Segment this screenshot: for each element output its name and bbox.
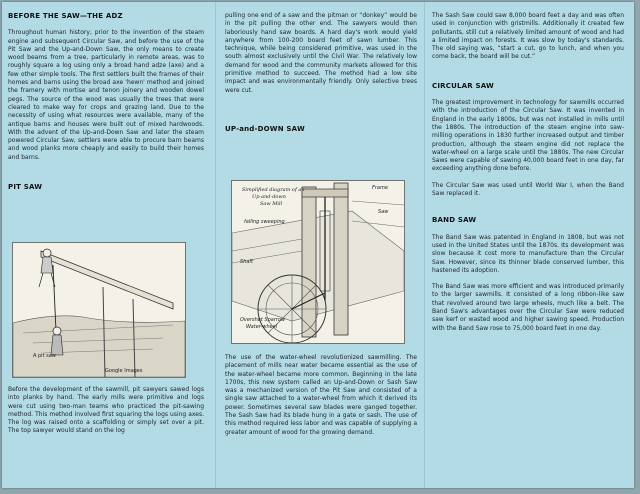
sash-saw-paragraph: The Sash Saw could saw 8,000 board feet a day and was often used in conjunction with gristmills. Additionally it created few pollutants, still cut a relatively limited amount of wood and had a limited impact on forests. It was slow by today's standards. The old saying was, “start a cut, go to lunch, and when you come back, the board will be cut.” [432,12,624,61]
pit-saw-continued-paragraph: pulling one end of a saw and the pitman or “donkey” would be in the pit pulling the other end. The sawyers would then laboriously hand saw boards. A hard day's work would yield anywhere from 100-200 board feet of sawn lumber. This technique, while being considered primitive, was used in the south almost exclusively until the Civil War. The relatively low demand for wood and the community markets allowed for this primitive method to succeed. The method had a low site impact and was environmentally friendly. Only selective trees were cut. [225,12,417,94]
adz-paragraph: Throughout human history, prior to the invention of the steam engine and subsequent Circular Saw, and before the use of the Pit Saw and the Up-and-Down Saw, the only means to create wood beams from a tree, particularly in remote areas, was to roughly square a log using only a broad hand adze (axe) and a few other simple tools. The first settlers built the frames of their homes and barns using the broad axe 'hewn' method and joined the framery with mortise and tenon joinery and wooden dowel pegs. The source of the wood was usually the trees that were cleared to make way for crops and grazing land. Due to the necessity of using what resources were available, many of the antique barns and houses were built out of mixed hardwoods. With the advent of the Up-and-Down Saw and later the steam powered Circular Saw, settlers were able to procure barn beams and wood planks more cheaply and easily to build their homes and barns. [8,29,204,161]
fold-line-right [424,2,425,488]
sawmill-label-shaft: Shaft [240,259,254,265]
heading-pit-saw: PIT SAW [8,183,43,192]
sawmill-title-line-2: Up-and-down [252,194,286,200]
column-right [432,12,624,333]
waterwheel-line-1: Overshot Sparrow [240,317,286,323]
pit-saw-illustration [12,242,186,378]
sawmill-title-line-1: Simplified diagram of an [242,187,305,193]
band-saw-paragraph-2: The Band Saw was more efficient and was introduced primarily to the larger sawmills. It consisted of a long ribbon-like saw that revolved around two large wheels, much like a belt. The Band Saw's advantages over the Circular Saw were reduced saw kerf or wasted wood and higher sawing speed. Production with the Band Saw rose to 75,000 board feet in one day. [432,283,624,332]
column-left-lower [8,386,204,436]
heading-before-the-saw: BEFORE THE SAW—THE ADZ [8,12,123,20]
sawmill-label-waterwheel [240,317,285,331]
brochure-page [2,2,634,488]
column-left [8,12,204,200]
pit-saw-image-credit: Google Images [105,368,143,374]
band-saw-paragraph-1: The Band Saw was patented in England in 1808, but was not used in the United States until the 1870s. Its development was slow because it cost more to manufacture than the Circular Saw. However, since its thinner blade conserved lumber, this hastened its adoption. [432,233,624,274]
sawmill-diagram-title [242,187,305,208]
fold-line-left [215,2,216,488]
sawmill-title-line-3: Saw Mill [260,201,283,207]
circular-saw-paragraph: The greatest improvement in technology for sawmills occurred with the introduction of the Circular Saw. It was invented in England in the early 1800s, but was not installed in mills until the 1880s. The introduction of the steam engine into saw-milling operations in 1830 further increased output and timber production, although the steam engine did not replace the water-wheel on a large scale until the 1880s. The new Circular Saws were capable of sawing 40,000 board feet in one day, far exceeding anything done before. [432,99,624,173]
sawmill-label-frame: Frame [372,185,388,191]
water-wheel-paragraph: The use of the water-wheel revolutionized sawmilling. The placement of mills near water became essential as the use of the water-wheel became more common. Beginning in the late 1700s, this new system called an Up-and-Down or Sash Saw was a mechanized version of the Pit Saw and consisted of a single saw attached to a water-wheel from which it derived its power. Sometimes several saw blades were ganged together. The Sash Saw had its blade hung in a gate or sash. The use of this method required less labor and was capable of supplying a greater amount of wood for the growing demand. [225,354,417,436]
column-middle-lower [225,354,417,437]
heading-band-saw: BAND SAW [432,216,477,225]
column-middle [225,12,417,142]
pit-saw-figure-label: A pit saw [33,353,56,359]
heading-up-and-down-saw: UP-and-DOWN SAW [225,124,305,133]
pit-saw-paragraph: Before the development of the sawmill, pit sawyers sawed logs into planks by hand. The early mills were primitive and logs were cut using two-man teams who practiced the pit-sawing method. This method involved first squaring the logs using axes. The log was raised onto a scaffolding or simply set over a pit. The top sawyer would stand on the log [8,386,204,435]
waterwheel-line-2: Water-wheel [246,324,278,330]
sawmill-diagram [231,180,405,344]
heading-circular-saw: CIRCULAR SAW [432,81,494,90]
sawmill-label-falling: falling sweeping [244,219,285,225]
sawmill-label-saw: Saw [378,209,389,215]
circular-saw-end-paragraph: The Circular Saw was used until World War I, when the Band Saw replaced it. [432,181,624,198]
